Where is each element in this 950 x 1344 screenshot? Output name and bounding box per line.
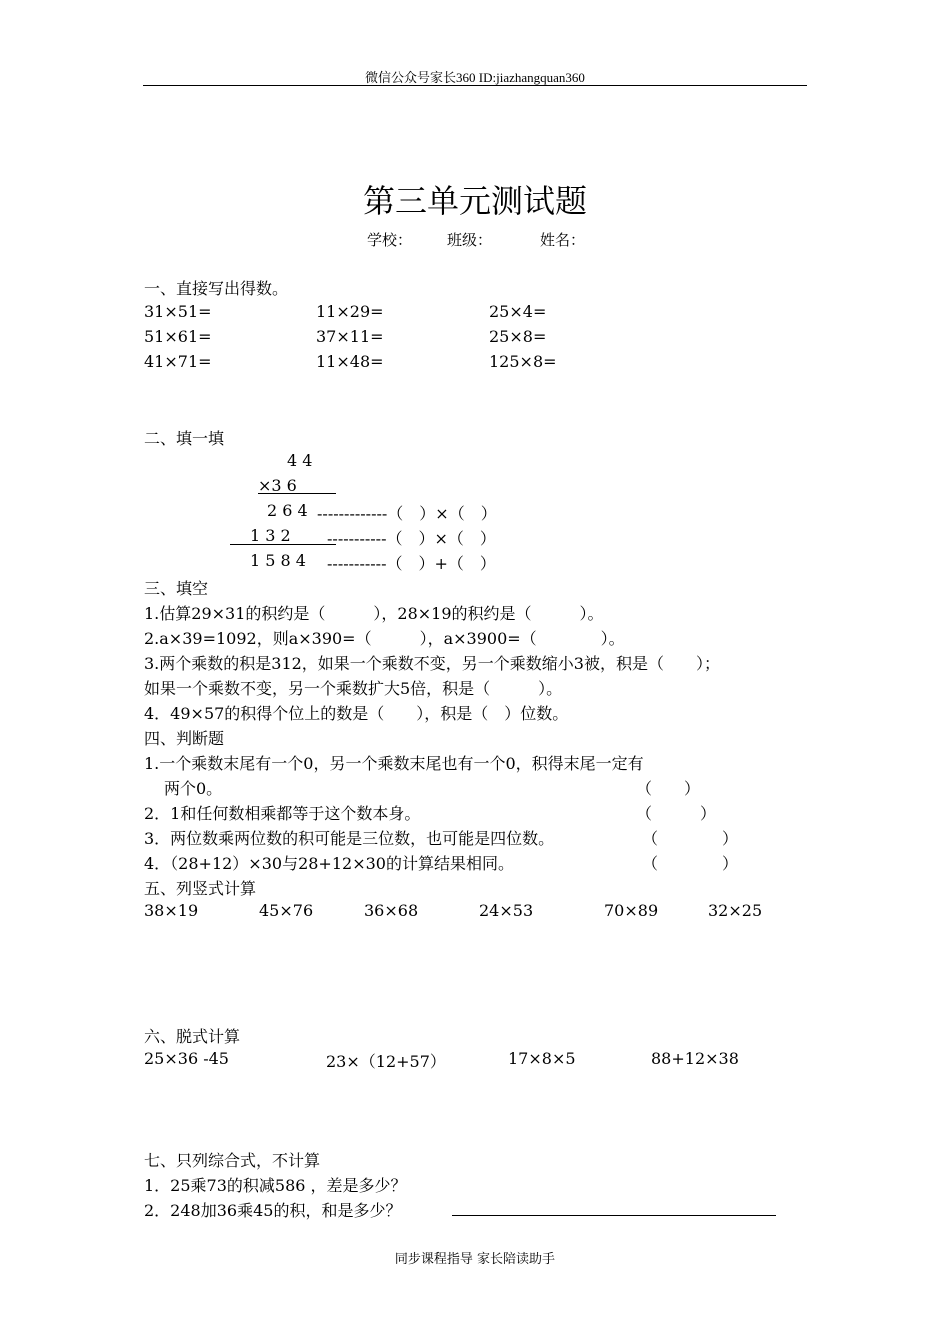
vertical-partial-product: 1 3 2 [250, 526, 291, 545]
answer-paren: （ ） [636, 804, 717, 823]
section1-heading: 一、直接写出得数。 [144, 279, 289, 298]
section4-heading: 四、判断题 [144, 729, 225, 748]
page-title: 第三单元测试题 [362, 182, 587, 220]
word-problem: 2．248加36乘45的积，和是多少？ [144, 1201, 402, 1220]
problem: 51×61= [144, 327, 212, 346]
vertical-note: -----------（ ）×（ ） [327, 529, 496, 548]
fill-item: 3.两个乘数的积是312，如果一个乘数不变，另一个乘数缩小3被，积是（ ）； [144, 654, 720, 673]
judge-item: 2．1和任何数相乘都等于这个数本身。 [144, 804, 421, 823]
stepwise-calc-problem: 23×（12+57） [326, 1052, 446, 1071]
fill-item: 4．49×57的积得个位上的数是（ ），积是（ ）位数。 [144, 704, 569, 723]
header-divider [143, 85, 807, 86]
vertical-calc-problem: 36×68 [364, 901, 419, 920]
section5-heading: 五、列竖式计算 [144, 879, 257, 898]
judge-item: 3．两位数乘两位数的积可能是三位数，也可能是四位数。 [144, 829, 555, 848]
problem: 25×8= [489, 327, 547, 346]
answer-paren: （ ） [642, 854, 739, 873]
stepwise-calc-problem: 25×36 -45 [144, 1049, 229, 1068]
answer-paren: （ ） [636, 779, 701, 798]
vertical-rule [258, 493, 336, 494]
problem: 125×8= [489, 352, 557, 371]
vertical-multiplier: ×3 6 [258, 476, 297, 495]
problem: 11×48= [316, 352, 384, 371]
fill-item: 如果一个乘数不变，另一个乘数扩大5倍，积是（ ）。 [144, 679, 563, 698]
problem: 37×11= [316, 327, 384, 346]
judge-item: 两个0。 [164, 779, 223, 798]
word-problem: 1．25乘73的积减586 ，差是多少？ [144, 1176, 407, 1195]
fill-item: 2.a×39=1092，则a×390=（ ），a×3900=（ ）。 [144, 629, 625, 648]
problem: 11×29= [316, 302, 384, 321]
vertical-calc-problem: 32×25 [708, 901, 763, 920]
section3-heading: 三、填空 [144, 579, 209, 598]
vertical-result: 1 5 8 4 [250, 551, 306, 570]
stepwise-calc-problem: 88+12×38 [651, 1049, 739, 1068]
class-label: 班级： [447, 231, 493, 249]
name-label: 姓名： [540, 231, 586, 249]
judge-item: 1.一个乘数末尾有一个0，另一个乘数末尾也有一个0，积得末尾一定有 [144, 754, 644, 773]
stepwise-calc-problem: 17×8×5 [508, 1049, 576, 1068]
vertical-calc-problem: 45×76 [259, 901, 314, 920]
answer-paren: （ ） [642, 829, 739, 848]
section6-heading: 六、脱式计算 [144, 1027, 241, 1046]
page-footer: 同步课程指导 家长陪读助手 [394, 1252, 556, 1267]
vertical-calc-problem: 70×89 [604, 901, 659, 920]
vertical-partial-product: 2 6 4 [267, 501, 308, 520]
school-label: 学校： [367, 231, 413, 249]
vertical-calc-problem: 38×19 [144, 901, 199, 920]
fill-item: 1.估算29×31的积约是（ ），28×19的积约是（ ）。 [144, 604, 604, 623]
vertical-multiplicand: 4 4 [287, 451, 313, 470]
problem: 41×71= [144, 352, 212, 371]
problem: 25×4= [489, 302, 547, 321]
section7-heading: 七、只列综合式，不计算 [144, 1151, 321, 1170]
vertical-note: -------------（ ）×（ ） [317, 504, 497, 523]
page-header: 微信公众号家长360 ID:jiazhangquan360 [365, 70, 585, 85]
problem: 31×51= [144, 302, 212, 321]
section2-heading: 二、填一填 [144, 429, 225, 448]
vertical-note: -----------（ ）+（ ） [327, 554, 496, 573]
vertical-calc-problem: 24×53 [479, 901, 534, 920]
answer-line [452, 1215, 776, 1216]
vertical-rule [230, 544, 336, 545]
judge-item: 4．（28+12）×30与28+12×30的计算结果相同。 [144, 854, 514, 873]
